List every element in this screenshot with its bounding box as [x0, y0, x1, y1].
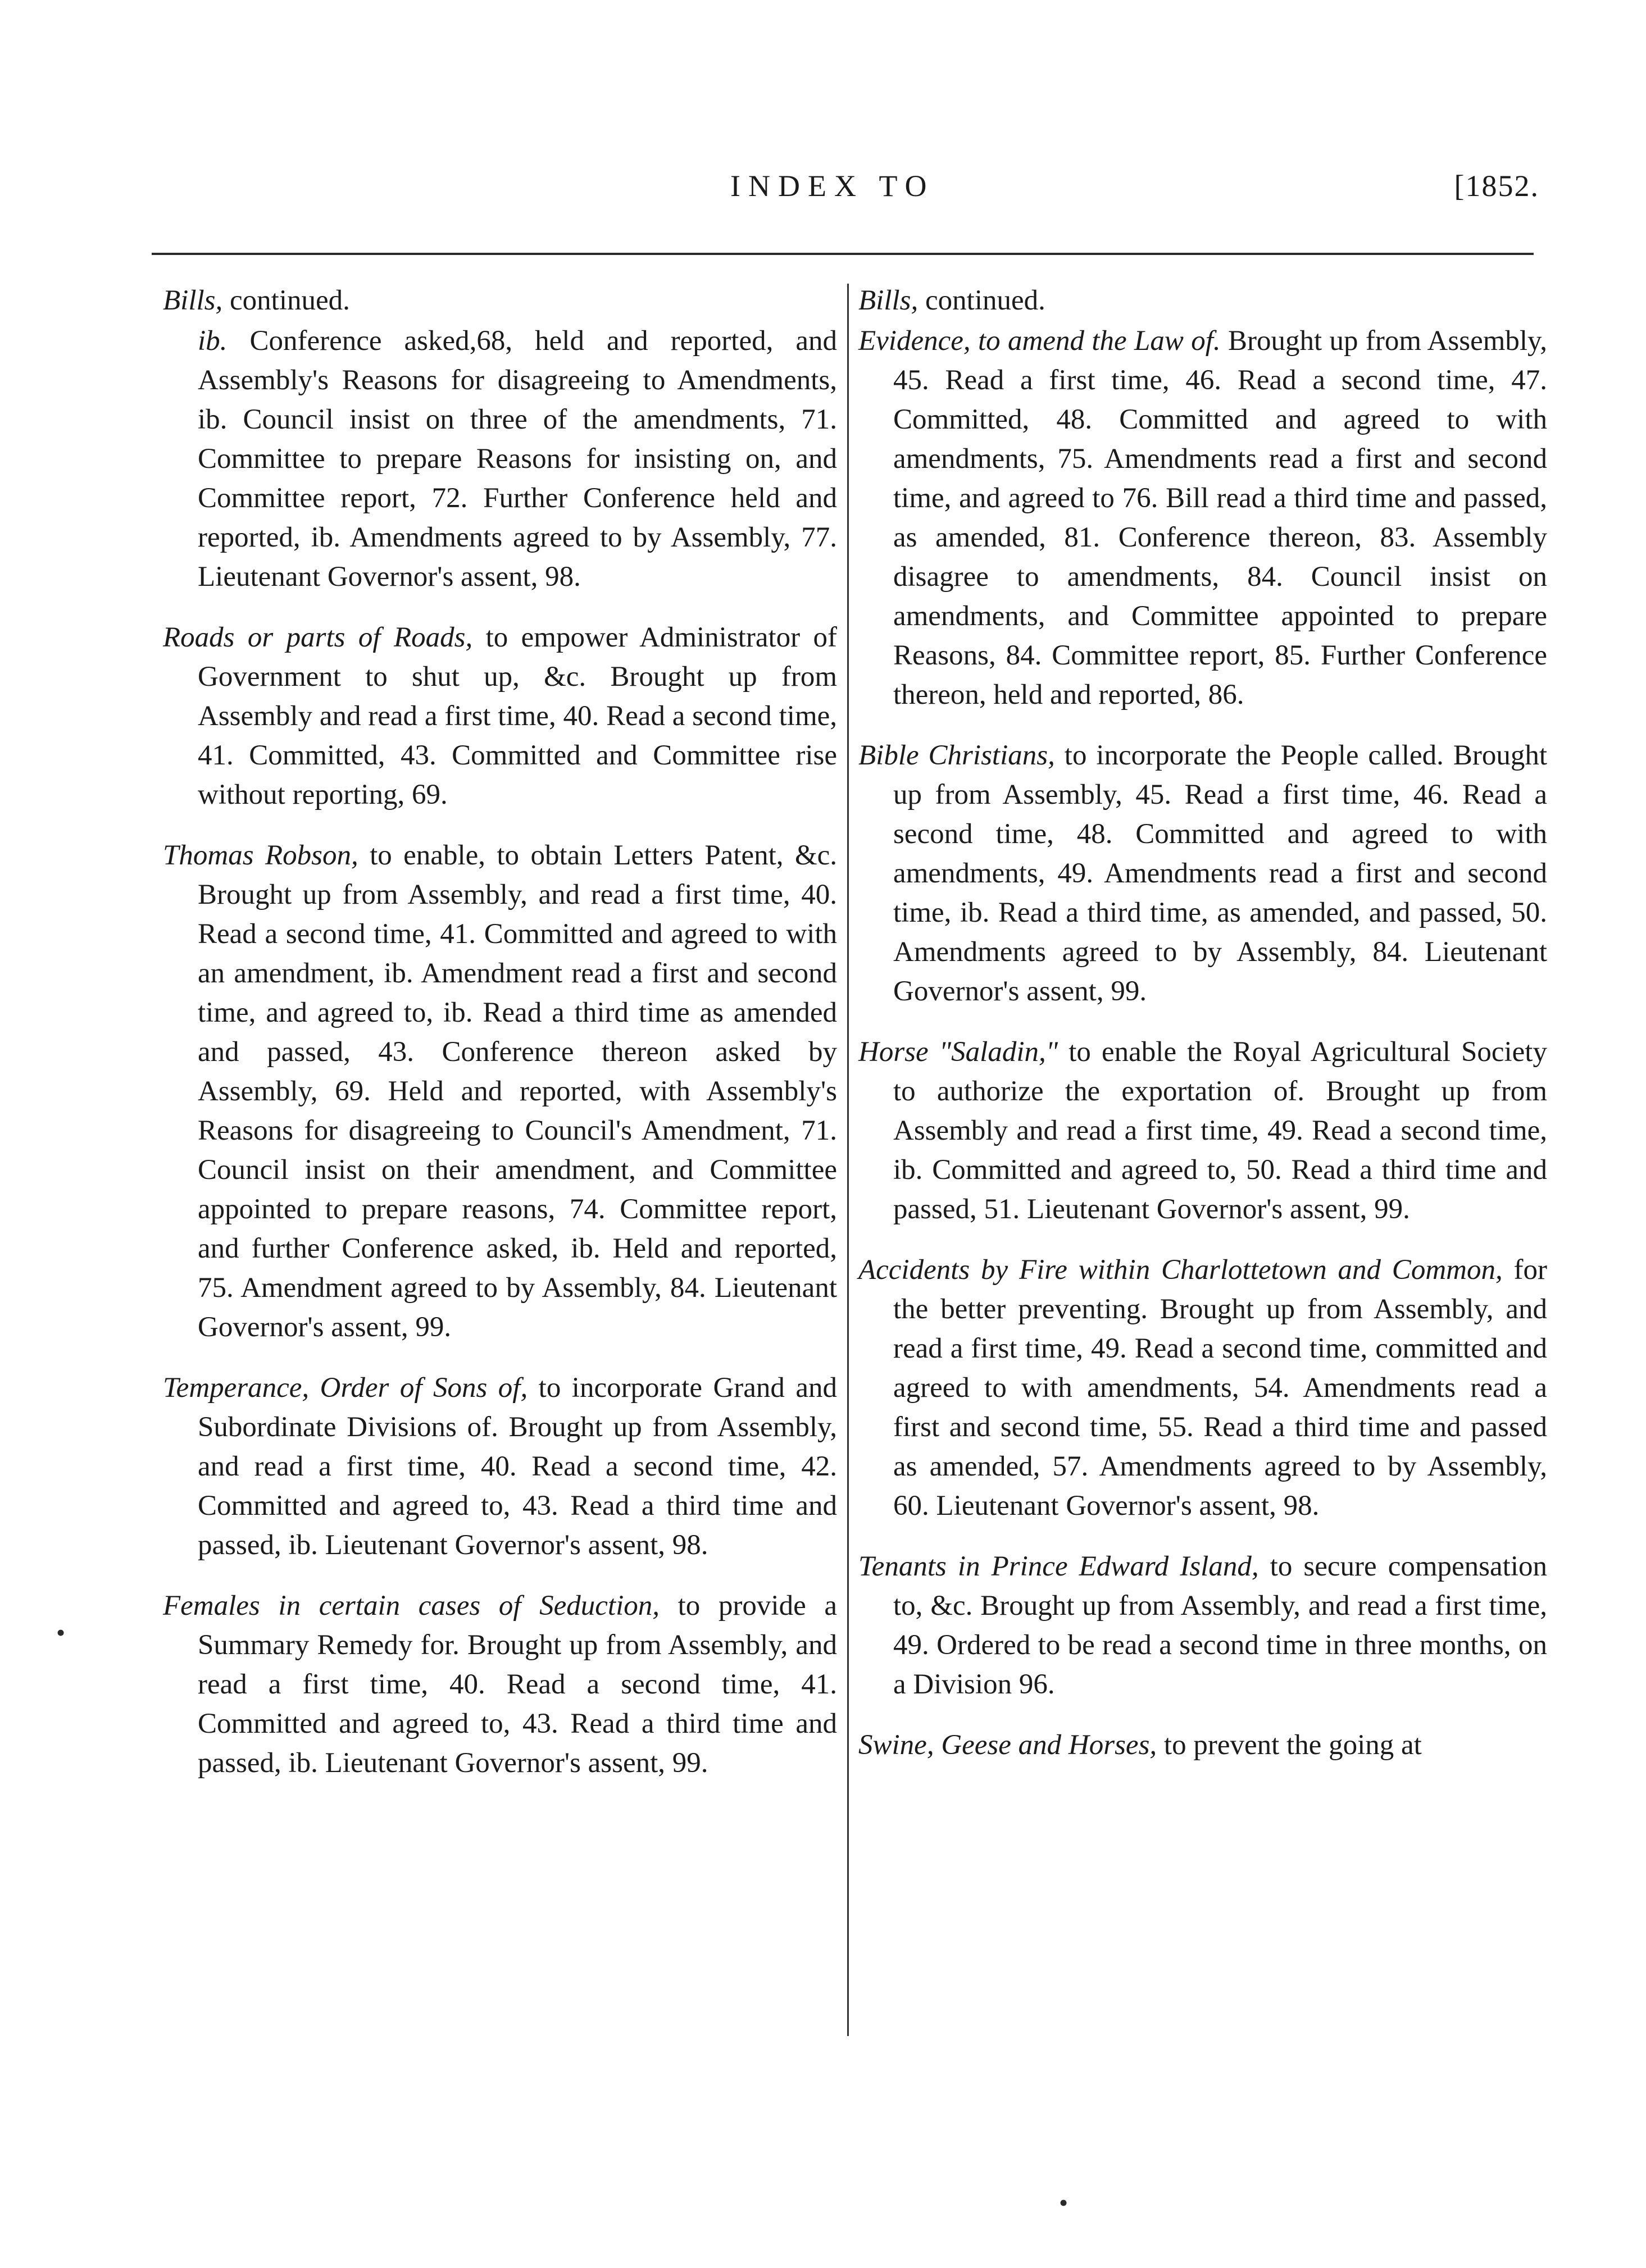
entry-heading: Females in certain cases of Seduction, — [163, 1590, 660, 1622]
entry-body: to secure compensation to, &c. Brought up from Assembly, and read a first time, 49. Ordered to be read a second time in three months, on a Division 96. — [893, 1551, 1547, 1700]
footer-speck-mark: • — [1059, 2188, 1068, 2217]
index-entry — [858, 1547, 1547, 1704]
entry-heading: Roads or parts of Roads, — [163, 622, 473, 653]
left-column — [163, 281, 837, 1804]
right-column — [858, 281, 1547, 1786]
entry-body: to incorporate the People called. Brought up from Assembly, 45. Read a first time, 46. Read a second time, 48. Committed and agreed to with amendments, 49. Amendments read a first and second time, ib. Read a third time, as amended, and passed, 50. Amendments agreed to by Assembly, 84. Lieutenant Governor's assent, 99. — [893, 740, 1547, 1007]
entry-heading: Bible Christians, — [858, 740, 1055, 771]
index-entry — [163, 836, 837, 1347]
header-rule — [152, 253, 1534, 255]
entry-body: to enable, to obtain Letters Patent, &c. Brought up from Assembly, and read a first time, 40. Read a second time, 41. Committed and agreed to with an amendment, ib. Amendment read a first and second time, and agreed to, ib. Read a third time as amended and passed, 43. Conference thereon asked by Assembly, 69. Held and reported, with Assembly's Reasons for disagreeing to Council's Amendment, 71. Council insist on their amendment, and Committee appointed to prepare reasons, 74. Committee report, and further Conference asked, ib. Held and reported, 75. Amendment agreed to by Assembly, 84. Lieutenant Governor's assent, 99. — [198, 840, 837, 1343]
index-entry — [858, 321, 1547, 714]
entry-body: to empower Administrator of Government to shut up, &c. Brought up from Assembly and read a first time, 40. Read a second time, 41. Committed, 43. Committed and Committee rise without reporting, 69. — [198, 622, 837, 810]
column-divider — [847, 284, 849, 2036]
index-entry — [163, 1586, 837, 1783]
entry-heading: Horse "Saladin," — [858, 1036, 1058, 1068]
index-entry — [163, 618, 837, 814]
entry-heading: Evidence, to amend the Law of. — [858, 325, 1221, 357]
entry-body: to prevent the going at — [1157, 1729, 1422, 1761]
index-entry — [163, 1368, 837, 1565]
entry-body: to provide a Summary Remedy for. Brought up from Assembly, and read a first time, 40. Read a second time, 41. Committed and agreed to, 43. Read a third time and passed, ib. Lieutenant Governor's assent, 99. — [198, 1590, 837, 1779]
entry-heading: Accidents by Fire within Charlottetown and Common, — [858, 1254, 1503, 1286]
index-entry — [858, 1725, 1547, 1765]
margin-speck-mark: • — [56, 1618, 66, 1647]
entry-heading: Temperance, Order of Sons of, — [163, 1372, 528, 1404]
index-entry — [858, 1032, 1547, 1229]
entry-heading: Tenants in Prince Edward Island, — [858, 1551, 1259, 1582]
entry-heading: Swine, Geese and Horses, — [858, 1729, 1157, 1761]
entry-body: for the better preventing. Brought up from Assembly, and read a first time, 49. Read a second time, committed and agreed to with amendments, 54. Amendments read a first and second time, 55. Read a third time and passed as amended, 57. Amendments agreed to by Assembly, 60. Lieutenant Governor's assent, 98. — [893, 1254, 1547, 1522]
entry-heading: Thomas Robson, — [163, 840, 358, 871]
index-entry: ib. Conference asked,68, held and reported, and Assembly's Reasons for disagreeing to Amendments, ib. Council insist on three of the amendments, 71. Committee to prepare Reasons for insisting on, and Committee report, 72. Further Conference held and reported, ib. Amendments agreed to by Assembly, 77. Lieutenant Governor's assent, 98. — [198, 325, 837, 593]
page-header — [0, 168, 1646, 213]
continued-heading: Bills, continued. — [858, 285, 1045, 316]
index-entry — [858, 1250, 1547, 1525]
entry-body: to enable the Royal Agricultural Society to authorize the exportation of. Brought up from Assembly and read a first time, 49. Read a second time, ib. Committed and agreed to, 50. Read a third time and passed, 51. Lieutenant Governor's assent, 99. — [893, 1036, 1547, 1225]
running-title: INDEX TO — [730, 169, 935, 203]
continued-heading: Bills, continued. — [163, 285, 350, 316]
entry-body: Brought up from Assembly, 45. Read a first time, 46. Read a second time, 47. Committed, 48. Committed and agreed to with amendments, 75. Amendments read a first and second time, and agreed to 76. Bill read a third time and passed, as amended, 81. Conference thereon, 83. Assembly disagree to amendments, 84. Council insist on amendments, and Committee appointed to prepare Reasons, 84. Committee report, 85. Further Conference thereon, held and reported, 86. — [893, 325, 1547, 711]
index-entry — [858, 736, 1547, 1011]
entry-body: to incorporate Grand and Subordinate Divisions of. Brought up from Assembly, and read a first time, 40. Read a second time, 42. Committed and agreed to, 43. Read a third time and passed, ib. Lieutenant Governor's assent, 98. — [198, 1372, 837, 1561]
running-year: [1852. — [1454, 169, 1539, 203]
